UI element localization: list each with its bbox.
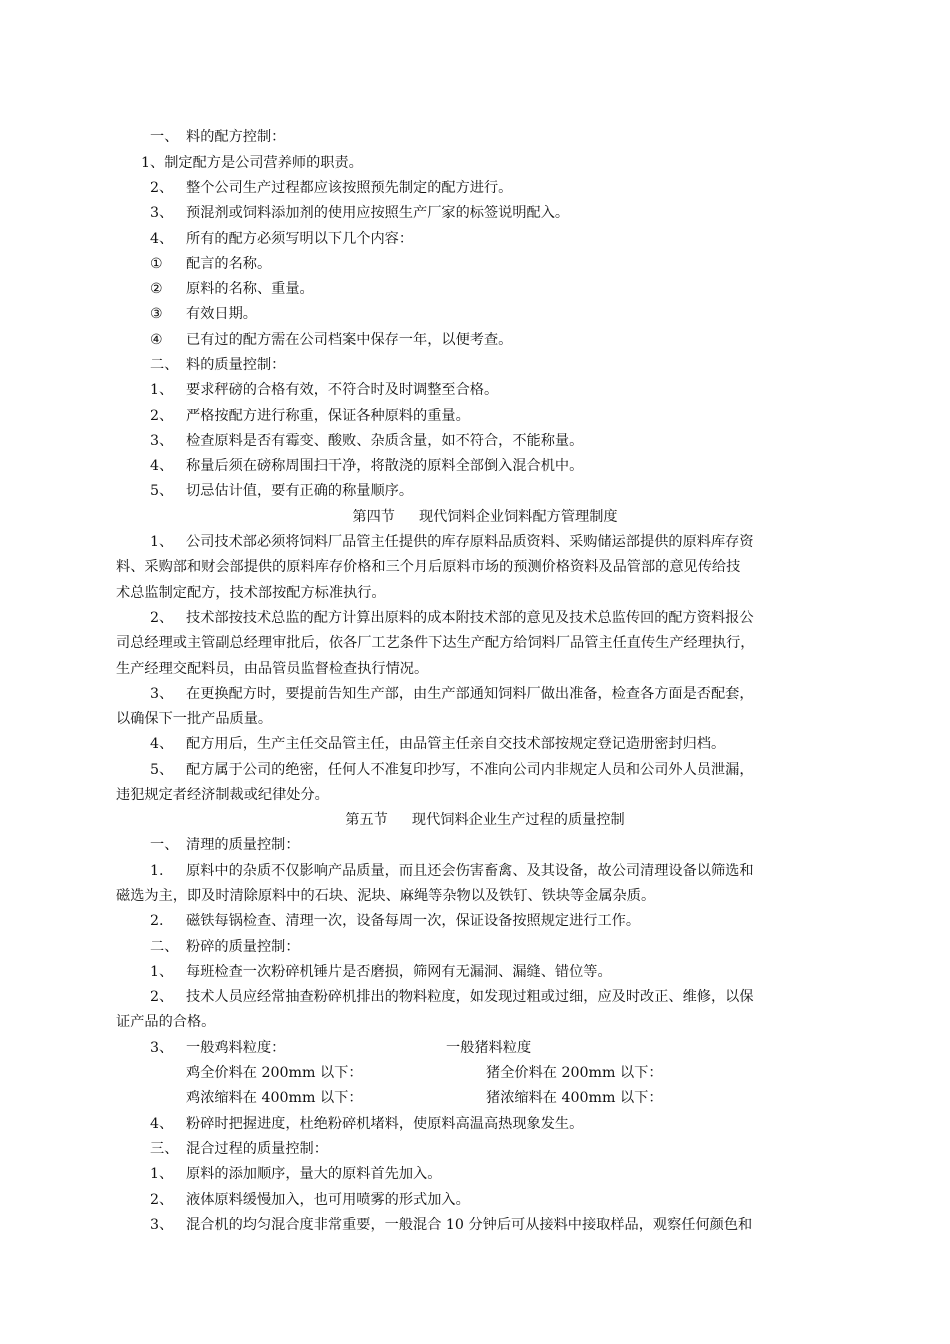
list-item: 1、 公司技术部必须将饲料厂品管主任提供的库存原料品质资料、采购储运部提供的原料库存资 xyxy=(150,534,754,550)
list-item: 1. 原料中的杂质不仅影响产品质量，而且还会伤害畜禽、及其设备，故公司清理设备以筛选和 xyxy=(150,863,754,879)
list-item: 2、 严格按配方进行称重，保证各种原料的重量。 xyxy=(150,408,470,424)
list-item: 1、 原料的添加顺序，量大的原料首先加入。 xyxy=(150,1166,442,1182)
list-item: 4、 配方用后，生产主任交品管主任，由品管主任亲自交技术部按规定登记造册密封归档。 xyxy=(150,736,726,752)
granularity-row xyxy=(186,1063,846,1083)
list-item: 3、 预混剂或饲料添加剂的使用应按照生产厂家的标签说明配入。 xyxy=(150,205,570,221)
section-heading: 一、 清理的质量控制： xyxy=(150,837,300,853)
list-item: 4、 粉碎时把握进度，杜绝粉碎机堵料，使原料高温高热现象发生。 xyxy=(150,1116,584,1132)
chicken-granularity-title: 一般鸡料粒度： xyxy=(186,1040,286,1056)
list-item: 4、 所有的配方必须写明以下几个内容： xyxy=(150,231,414,247)
list-item: ② 原料的名称、重量。 xyxy=(150,281,314,297)
paragraph-line: 磁选为主，即及时清除原料中的石块、泥块、麻绳等杂物以及铁钉、铁块等金属杂质。 xyxy=(116,888,656,904)
list-item: 3、 检查原料是否有霉变、酸败、杂质含量，如不符合，不能称量。 xyxy=(150,433,584,449)
list-item: 3、 在更换配方时，要提前告知生产部，由生产部通知饲料厂做出准备，检查各方面是否配套， xyxy=(150,686,754,702)
paragraph-line: 司总经理或主管副总经理审批后，依各厂工艺条件下达生产配方给饲料厂品管主任直传生产经理执行， xyxy=(116,635,755,651)
paragraph-line: 以确保下一批产品质量。 xyxy=(116,711,273,727)
list-item: ① 配言的名称。 xyxy=(150,256,272,272)
section-heading: 三、 混合过程的质量控制： xyxy=(150,1141,328,1157)
list-item: 1、 每班检查一次粉碎机锤片是否磨损，筛网有无漏洞、漏缝、错位等。 xyxy=(150,964,612,980)
chapter-heading: 第四节 现代饲料企业饲料配方管理制度 xyxy=(352,509,618,525)
list-item: 2、 液体原料缓慢加入，也可用喷雾的形式加入。 xyxy=(150,1192,470,1208)
granularity-header-row: 3、 一般鸡料粒度： 一般猪料粒度 xyxy=(150,1040,532,1056)
pig-granularity-title: 一般猪料粒度 xyxy=(446,1040,532,1056)
pig-full-price-size: 猪全价料在 200mm 以下： xyxy=(486,1065,663,1081)
chapter-heading: 第五节 现代饲料企业生产过程的质量控制 xyxy=(345,812,625,828)
list-item: 2、 整个公司生产过程都应该按照预先制定的配方进行。 xyxy=(150,180,513,196)
chicken-full-price-size: 鸡全价料在 200mm 以下： xyxy=(186,1065,363,1081)
list-item: 1、 要求秤磅的合格有效，不符合时及时调整至合格。 xyxy=(150,382,499,398)
list-item: 5、 切忌估计值，要有正确的称量顺序。 xyxy=(150,483,414,499)
list-item: 2. 磁铁每锅检查、清理一次，设备每周一次，保证设备按照规定进行工作。 xyxy=(150,913,641,929)
list-item: ③ 有效日期。 xyxy=(150,306,257,322)
section-heading: 一、 料的配方控制： xyxy=(150,129,286,145)
list-item: ④ 已有过的配方需在公司档案中保存一年，以便考查。 xyxy=(150,332,513,348)
list-item: 4、 称量后须在磅称周围扫干净，将散浇的原料全部倒入混合机中。 xyxy=(150,458,584,474)
paragraph-line: 违犯规定者经济制裁或纪律处分。 xyxy=(116,787,329,803)
list-item: 2、 技术部按技术总监的配方计算出原料的成本附技术部的意见及技术总监传回的配方资料报公 xyxy=(150,610,754,626)
list-item: 5、 配方属于公司的绝密，任何人不准复印抄写，不准向公司内非规定人员和公司外人员泄漏， xyxy=(150,762,754,778)
paragraph-line: 术总监制定配方，技术部按配方标准执行。 xyxy=(116,585,386,601)
list-item: 3、 混合机的均匀混合度非常重要，一般混合 10 分钟后可从接料中接取样品，观察任何颜色和 xyxy=(150,1217,753,1233)
paragraph-line: 生产经理交配料员，由品管员监督检查执行情况。 xyxy=(116,661,429,677)
section-heading: 二、 料的质量控制： xyxy=(150,357,286,373)
paragraph-line: 料、采购部和财会部提供的原料库存价格和三个月后原料市场的预测价格资料及品管部的意见传给技 xyxy=(116,559,741,575)
paragraph-line: 1、制定配方是公司营养师的职责。 xyxy=(141,155,363,171)
section-heading: 二、 粉碎的质量控制： xyxy=(150,939,300,955)
pig-concentrate-size: 猪浓缩料在 400mm 以下： xyxy=(486,1090,663,1106)
granularity-row xyxy=(186,1088,846,1108)
chicken-concentrate-size: 鸡浓缩料在 400mm 以下： xyxy=(186,1090,363,1106)
paragraph-line: 证产品的合格。 xyxy=(116,1014,216,1030)
list-item: 2、 技术人员应经常抽查粉碎机排出的物料粒度，如发现过粗或过细，应及时改正、维修，以保 xyxy=(150,989,754,1005)
